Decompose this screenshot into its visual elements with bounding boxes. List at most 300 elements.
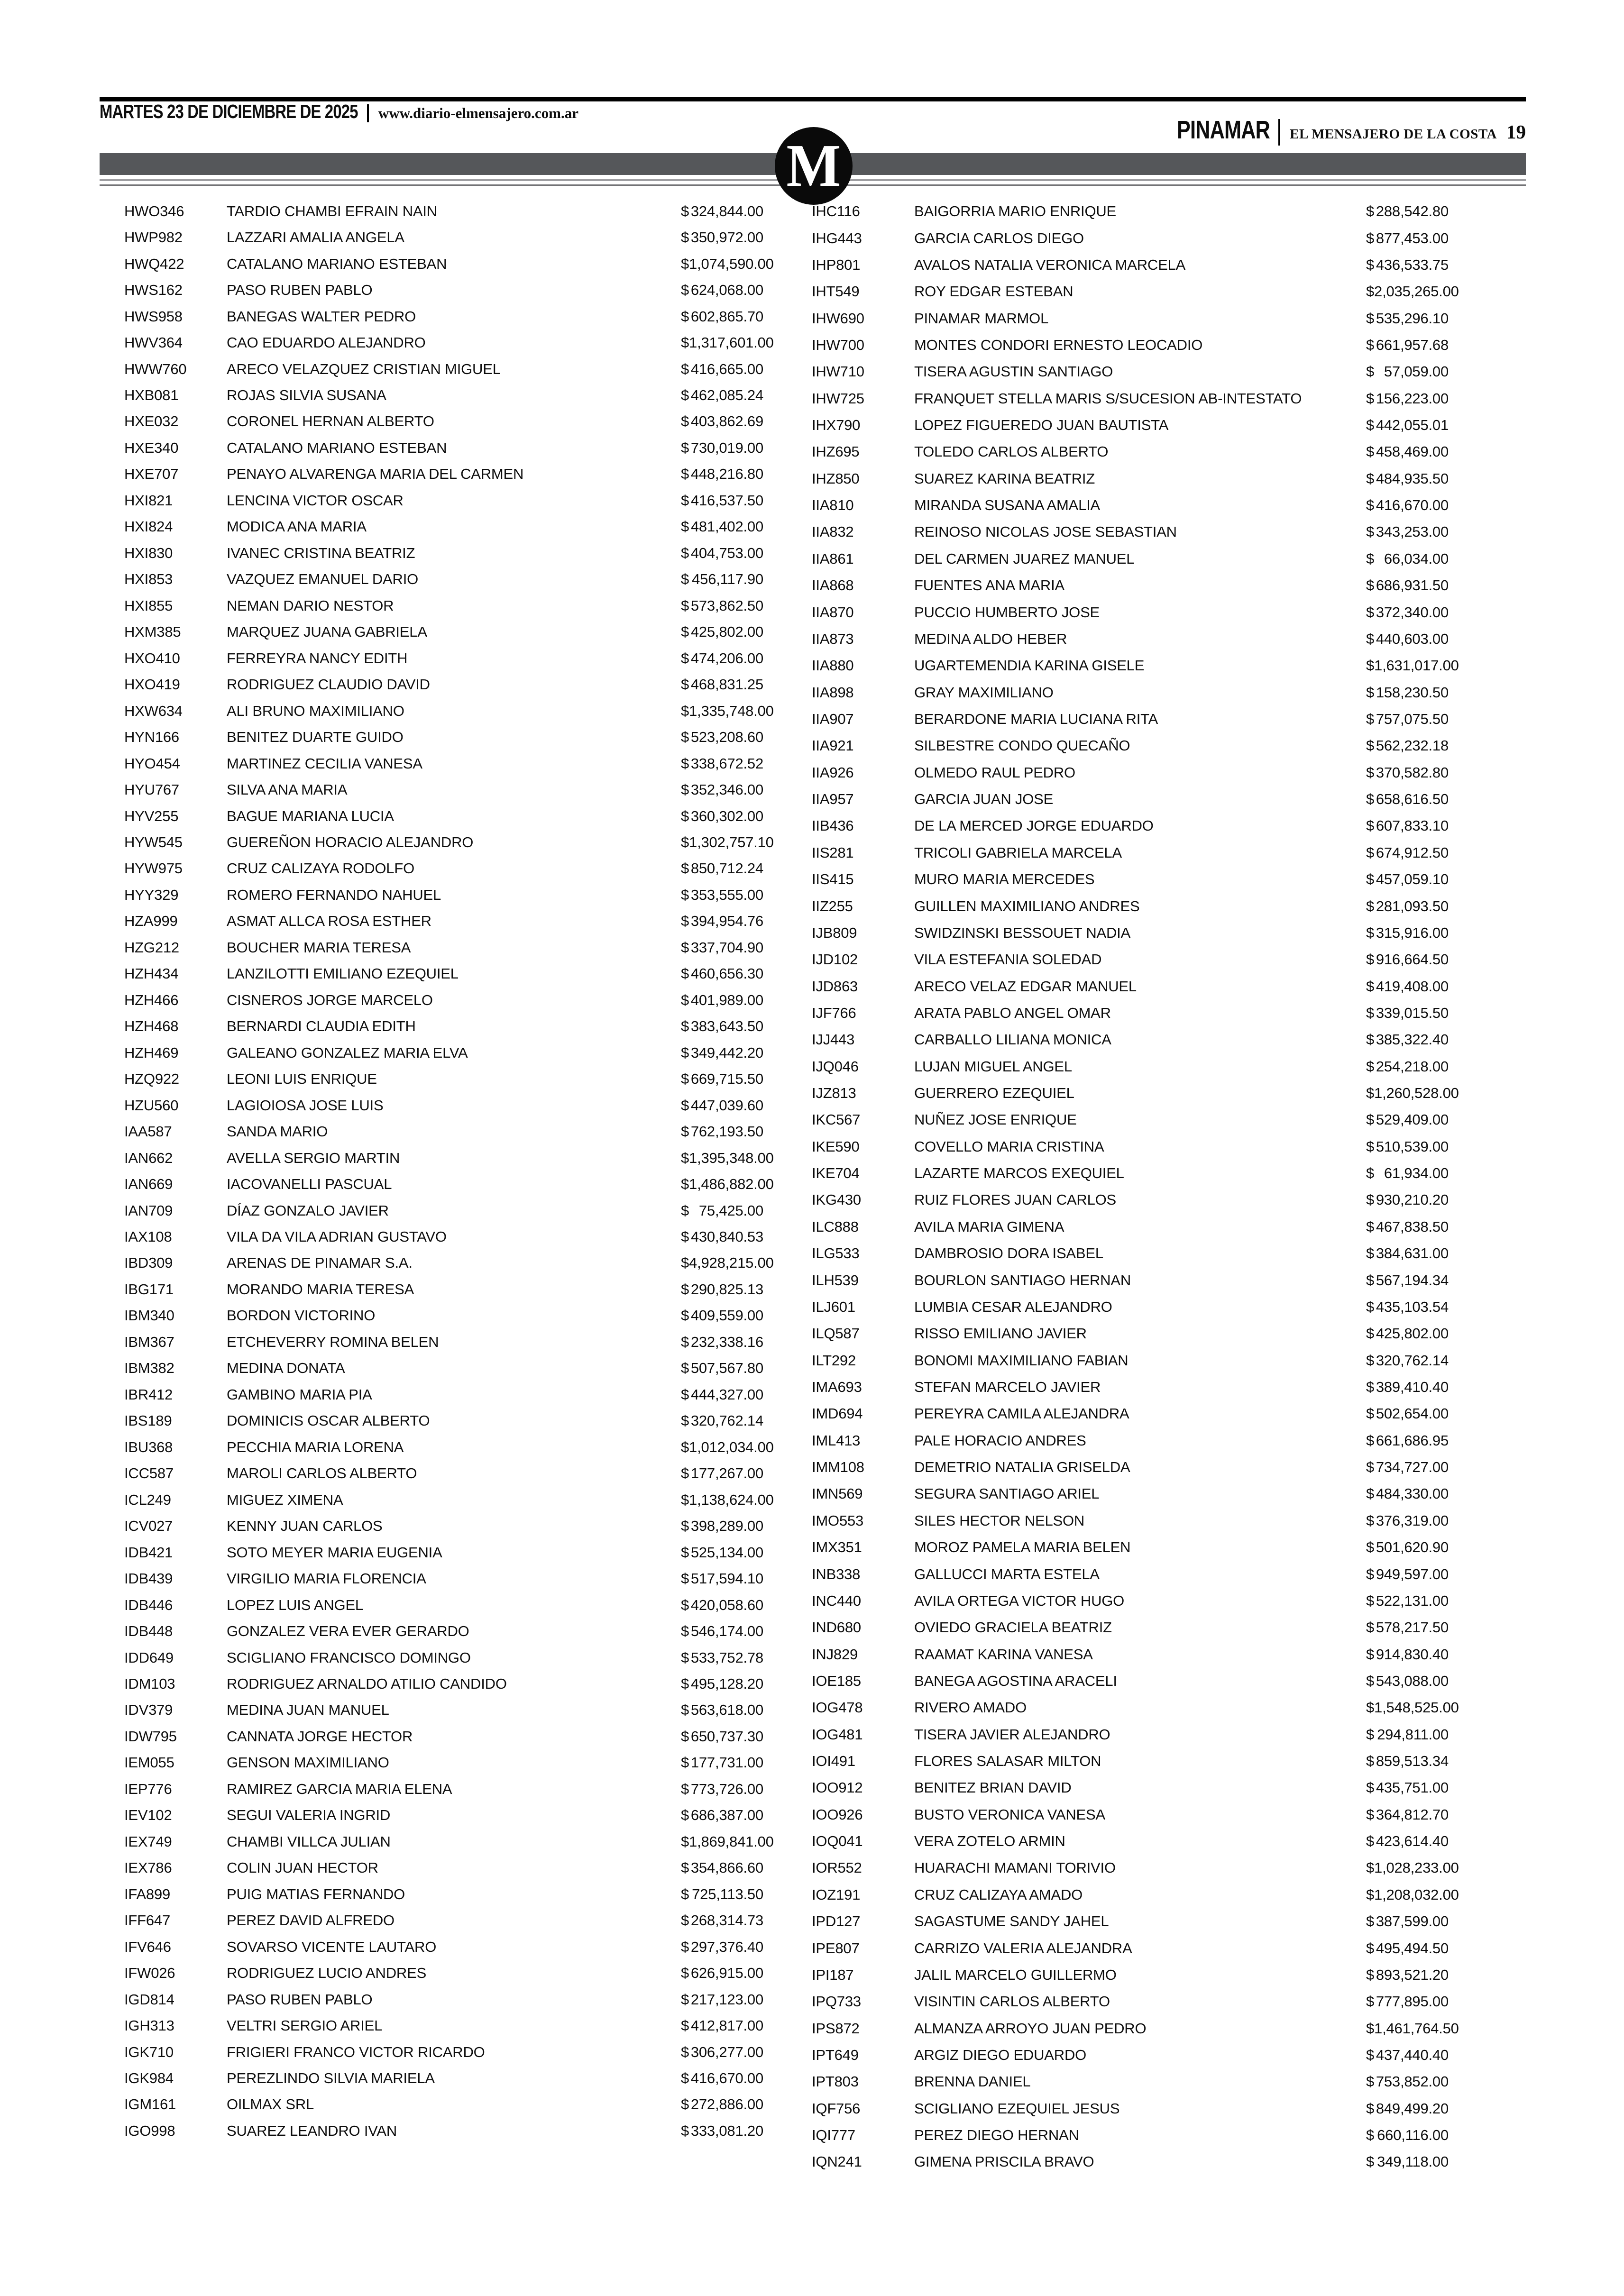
- amount-value: 430,840.53: [690, 1228, 763, 1245]
- currency-symbol: $: [681, 1254, 689, 1271]
- currency-symbol: $: [1366, 497, 1375, 514]
- row-code: HWW760: [124, 360, 187, 377]
- row-amount: [681, 466, 763, 483]
- currency-symbol: $: [1366, 2100, 1375, 2117]
- row-code: HXO419: [124, 676, 180, 693]
- row-name: PUIG MATIAS FERNANDO: [227, 1885, 405, 1903]
- amount-value: 457,059.10: [1376, 871, 1449, 888]
- table-row: [812, 1802, 1449, 1828]
- row-amount: [1366, 604, 1449, 621]
- table-row: [812, 1721, 1449, 1747]
- row-amount: [681, 1254, 774, 1271]
- table-row: [812, 198, 1449, 225]
- row-name: VILA ESTEFANIA SOLEDAD: [914, 951, 1102, 968]
- row-code: HXI824: [124, 518, 173, 535]
- row-name: VELTRI SERGIO ARIEL: [227, 2017, 383, 2034]
- amount-value: 447,039.60: [690, 1097, 763, 1114]
- row-code: IGD814: [124, 1991, 174, 2008]
- row-name: CISNEROS JORGE MARCELO: [227, 991, 433, 1008]
- row-amount: [1366, 1886, 1459, 1903]
- amount-value: 315,916.00: [1376, 924, 1449, 941]
- table-row: [812, 1454, 1449, 1481]
- table-row: [812, 626, 1449, 652]
- row-code: IHW710: [812, 363, 864, 380]
- row-name: BUSTO VERONICA VANESA: [914, 1806, 1105, 1823]
- currency-symbol: $: [1366, 1352, 1375, 1369]
- row-name: BANEGAS WALTER PEDRO: [227, 308, 416, 325]
- row-name: KENNY JUAN CARLOS: [227, 1518, 383, 1535]
- table-row: [124, 1250, 774, 1276]
- row-code: IHW700: [812, 336, 864, 353]
- currency-symbol: $: [1366, 310, 1375, 327]
- currency-symbol: $: [1366, 390, 1375, 407]
- amount-value: 66,034.00: [1384, 550, 1449, 567]
- currency-symbol: $: [1366, 1565, 1375, 1583]
- table-row: [812, 1775, 1449, 1801]
- row-name: VISINTIN CARLOS ALBERTO: [914, 1993, 1110, 2010]
- row-name: PECCHIA MARIA LORENA: [227, 1438, 404, 1455]
- amount-value: 567,194.34: [1376, 1271, 1449, 1289]
- row-name: GALLUCCI MARTA ESTELA: [914, 1565, 1100, 1583]
- row-name: CARRIZO VALERIA ALEJANDRA: [914, 1939, 1132, 1957]
- row-name: DOMINICIS OSCAR ALBERTO: [227, 1412, 430, 1429]
- row-name: LAGIOIOSA JOSE LUIS: [227, 1097, 384, 1114]
- table-row: [124, 1776, 763, 1802]
- table-row: [124, 1934, 763, 1960]
- row-amount: [1366, 1592, 1449, 1610]
- row-code: HXI821: [124, 492, 173, 509]
- amount-value: 416,670.00: [1376, 497, 1449, 514]
- row-name: PEREZ DAVID ALFREDO: [227, 1912, 395, 1929]
- currency-symbol: $: [681, 387, 689, 404]
- row-name: CARBALLO LILIANA MONICA: [914, 1031, 1111, 1048]
- debtor-list-column-left: [124, 198, 774, 2144]
- row-code: IEV102: [124, 1807, 172, 1824]
- currency-symbol: $: [681, 1833, 689, 1850]
- currency-symbol: $: [681, 1991, 689, 2008]
- currency-symbol: $: [681, 991, 689, 1008]
- row-amount: [681, 1939, 763, 1956]
- row-code: IIA898: [812, 684, 854, 701]
- table-row: [812, 439, 1449, 465]
- row-name: AVILA MARIA GIMENA: [914, 1218, 1064, 1235]
- row-name: AVILA ORTEGA VICTOR HUGO: [914, 1592, 1125, 1609]
- currency-symbol: $: [681, 1202, 689, 1219]
- amount-value: 376,319.00: [1376, 1512, 1449, 1529]
- row-amount: [1366, 1005, 1449, 1022]
- row-code: HXE707: [124, 466, 179, 483]
- amount-value: 435,751.00: [1376, 1779, 1449, 1796]
- table-row: [124, 1198, 763, 1224]
- row-amount: [1366, 1379, 1449, 1396]
- row-code: IJF766: [812, 1004, 856, 1021]
- row-name: DEMETRIO NATALIA GRISELDA: [914, 1459, 1130, 1476]
- amount-value: 442,055.01: [1376, 417, 1449, 434]
- amount-value: 349,118.00: [1377, 2153, 1449, 2170]
- table-row: [124, 2012, 763, 2039]
- row-amount: [1366, 2127, 1449, 2144]
- amount-value: 517,594.10: [690, 1570, 763, 1587]
- date-text: MARTES 23 DE DICIEMBRE DE 2025: [100, 101, 358, 122]
- amount-value: 320,762.14: [690, 1412, 763, 1429]
- currency-symbol: $: [681, 1596, 689, 1613]
- currency-symbol: $: [681, 1044, 689, 1061]
- currency-symbol: $: [681, 202, 689, 220]
- table-row: [812, 1828, 1449, 1855]
- currency-symbol: $: [681, 544, 689, 561]
- table-row: [124, 487, 763, 513]
- row-amount: [1366, 1325, 1449, 1342]
- row-code: ICC587: [124, 1465, 174, 1482]
- row-code: IJD863: [812, 978, 858, 995]
- row-amount: [681, 650, 763, 667]
- row-amount: [681, 755, 763, 772]
- row-amount: [681, 2096, 763, 2113]
- amount-value: 232,338.16: [690, 1333, 763, 1350]
- row-code: IML413: [812, 1432, 861, 1449]
- row-amount: [681, 1281, 763, 1298]
- amount-value: 658,616.50: [1376, 791, 1449, 808]
- row-name: LAZZARI AMALIA ANGELA: [227, 229, 404, 246]
- row-code: IGO998: [124, 2122, 175, 2139]
- row-code: IIA926: [812, 764, 854, 781]
- amount-value: 533,752.78: [690, 1649, 763, 1666]
- row-amount: [1366, 844, 1449, 861]
- row-name: CATALANO MARIANO ESTEBAN: [227, 439, 447, 456]
- currency-symbol: $: [1366, 1512, 1375, 1529]
- currency-symbol: $: [1366, 470, 1375, 487]
- row-amount: [1366, 1191, 1449, 1208]
- row-name: SEGURA SANTIAGO ARIEL: [914, 1485, 1100, 1502]
- row-code: IKE704: [812, 1165, 860, 1182]
- row-name: BORDON VICTORINO: [227, 1307, 376, 1324]
- amount-value: 607,833.10: [1376, 817, 1449, 834]
- currency-symbol: $: [681, 2122, 689, 2139]
- row-name: SUAREZ KARINA BEATRIZ: [914, 470, 1095, 487]
- currency-symbol: $: [681, 1623, 689, 1640]
- row-code: IDB446: [124, 1596, 173, 1613]
- amount-value: 1,548,525.00: [1374, 1699, 1459, 1716]
- currency-symbol: $: [681, 1754, 689, 1771]
- row-code: IBU368: [124, 1438, 173, 1455]
- currency-symbol: $: [1366, 229, 1375, 247]
- row-code: IND680: [812, 1619, 861, 1636]
- table-row: [124, 645, 763, 671]
- row-name: SAGASTUME SANDY JAHEL: [914, 1913, 1109, 1930]
- row-amount: [1366, 1512, 1449, 1529]
- amount-value: 686,387.00: [690, 1807, 763, 1824]
- row-amount: [681, 1438, 774, 1456]
- currency-symbol: $: [681, 649, 689, 667]
- table-row: [812, 2015, 1459, 2041]
- row-amount: [681, 229, 763, 246]
- row-name: VERA ZOTELO ARMIN: [914, 1833, 1065, 1850]
- row-name: GIMENA PRISCILA BRAVO: [914, 2153, 1094, 2170]
- row-name: ARATA PABLO ANGEL OMAR: [914, 1004, 1111, 1021]
- row-code: HYW975: [124, 860, 183, 877]
- row-amount: [681, 939, 763, 956]
- row-amount: [1366, 2100, 1449, 2117]
- row-amount: [1366, 577, 1449, 594]
- row-name: GARCIA CARLOS DIEGO: [914, 229, 1084, 247]
- currency-symbol: $: [1366, 2153, 1375, 2170]
- row-code: IHZ695: [812, 443, 860, 460]
- row-amount: [1366, 1111, 1449, 1128]
- amount-value: 297,376.40: [690, 1938, 763, 1955]
- row-name: MODICA ANA MARIA: [227, 518, 367, 535]
- row-amount: [1366, 1352, 1449, 1369]
- amount-value: 686,931.50: [1376, 577, 1449, 594]
- row-code: IBS189: [124, 1412, 172, 1429]
- row-amount: [1366, 684, 1449, 701]
- currency-symbol: $: [681, 729, 689, 746]
- row-amount: [1366, 283, 1459, 300]
- row-amount: [1366, 1779, 1449, 1796]
- currency-symbol: $: [1366, 1138, 1375, 1155]
- table-row: [812, 732, 1449, 759]
- amount-value: 930,210.20: [1376, 1191, 1449, 1208]
- currency-symbol: $: [681, 1965, 689, 1982]
- row-amount: [1366, 1138, 1449, 1155]
- amount-value: 546,174.00: [690, 1623, 763, 1640]
- row-amount: [681, 781, 763, 798]
- amount-value: 419,408.00: [1376, 978, 1449, 995]
- currency-symbol: $: [681, 1859, 689, 1876]
- table-row: [124, 1487, 774, 1513]
- row-name: MEDINA DONATA: [227, 1360, 345, 1377]
- currency-symbol: $: [681, 1912, 689, 1929]
- row-amount: [681, 1544, 763, 1561]
- row-name: MARTINEZ CECILIA VANESA: [227, 755, 422, 772]
- table-row: [124, 1539, 763, 1565]
- row-amount: [1366, 256, 1449, 274]
- row-name: ARGIZ DIEGO EDUARDO: [914, 2046, 1087, 2063]
- row-amount: [681, 518, 763, 535]
- row-name: MIRANDA SUSANA AMALIA: [914, 497, 1101, 514]
- row-amount: [681, 1886, 763, 1903]
- row-amount: [681, 1991, 763, 2008]
- amount-value: 416,665.00: [690, 360, 763, 377]
- currency-symbol: $: [1366, 1325, 1375, 1342]
- table-row: [124, 435, 763, 461]
- currency-symbol: $: [1366, 1485, 1375, 1502]
- row-amount: [681, 1334, 763, 1351]
- row-name: MIGUEZ XIMENA: [227, 1491, 343, 1508]
- table-row: [124, 777, 763, 803]
- row-name: UGARTEMENDIA KARINA GISELE: [914, 657, 1145, 674]
- row-code: ICV027: [124, 1518, 173, 1535]
- currency-symbol: $: [1366, 1165, 1375, 1182]
- table-row: [124, 1355, 763, 1381]
- amount-value: 440,603.00: [1376, 630, 1449, 647]
- row-amount: [681, 702, 774, 720]
- row-code: IAN709: [124, 1202, 173, 1219]
- table-row: [124, 1381, 763, 1408]
- table-row: [812, 1614, 1449, 1641]
- table-row: [124, 1960, 763, 1986]
- row-name: PEREYRA CAMILA ALEJANDRA: [914, 1405, 1129, 1422]
- row-amount: [1366, 1646, 1449, 1663]
- row-name: CRUZ CALIZAYA AMADO: [914, 1886, 1083, 1903]
- amount-value: 462,085.24: [690, 387, 763, 404]
- row-code: IAX108: [124, 1228, 172, 1245]
- table-row: [124, 908, 763, 934]
- row-name: LEONI LUIS ENRIQUE: [227, 1070, 377, 1088]
- amount-value: 916,664.50: [1376, 951, 1449, 968]
- table-row: [812, 1561, 1449, 1587]
- table-row: [124, 803, 763, 829]
- amount-value: 372,340.00: [1376, 604, 1449, 621]
- website-text: www.diario-elmensajero.com.ar: [378, 105, 578, 121]
- row-code: IEP776: [124, 1780, 172, 1797]
- table-row: [124, 1040, 763, 1066]
- table-row: [124, 1986, 763, 2012]
- row-name: GRAY MAXIMILIANO: [914, 684, 1054, 701]
- amount-value: 484,935.50: [1376, 470, 1449, 487]
- row-code: IDM103: [124, 1675, 175, 1692]
- currency-symbol: $: [681, 413, 689, 430]
- currency-symbol: $: [681, 1518, 689, 1535]
- row-code: INJ829: [812, 1646, 858, 1663]
- amount-value: 436,533.75: [1376, 256, 1449, 273]
- row-code: HWQ422: [124, 255, 184, 272]
- table-row: [124, 1829, 774, 1855]
- amount-value: 272,886.00: [690, 2096, 763, 2113]
- row-amount: [1366, 871, 1449, 888]
- currency-symbol: $: [1366, 604, 1375, 621]
- row-code: IGH313: [124, 2017, 174, 2034]
- row-amount: [681, 1044, 763, 1061]
- table-row: [124, 1303, 763, 1329]
- row-amount: [1366, 1940, 1449, 1957]
- table-row: [124, 329, 774, 356]
- row-amount: [681, 334, 774, 351]
- table-row: [812, 1962, 1449, 1988]
- row-code: IAN669: [124, 1176, 173, 1193]
- table-row: [812, 1294, 1449, 1320]
- currency-symbol: $: [681, 466, 689, 483]
- row-amount: [681, 1386, 763, 1403]
- row-name: MONTES CONDORI ERNESTO LEOCADIO: [914, 336, 1203, 353]
- row-amount: [681, 439, 763, 457]
- amount-value: 661,957.68: [1376, 336, 1449, 353]
- row-code: HYW545: [124, 833, 183, 851]
- row-code: IBR412: [124, 1386, 173, 1403]
- currency-symbol: $: [1366, 1245, 1375, 1262]
- table-row: [812, 492, 1449, 519]
- amount-value: 320,762.14: [1376, 1352, 1449, 1369]
- row-amount: [1366, 978, 1449, 995]
- amount-value: 354,866.60: [690, 1859, 763, 1876]
- row-code: HYU767: [124, 781, 179, 798]
- table-row: [124, 1171, 774, 1197]
- row-name: ARECO VELAZ EDGAR MANUEL: [914, 978, 1137, 995]
- currency-symbol: $: [681, 1333, 689, 1350]
- debtor-list-column-right: [812, 198, 1459, 2176]
- row-name: GALEANO GONZALEZ MARIA ELVA: [227, 1044, 468, 1061]
- row-amount: [1366, 417, 1449, 434]
- table-row: [812, 1588, 1449, 1614]
- row-name: JALIL MARCELO GUILLERMO: [914, 1966, 1117, 1983]
- row-name: LUMBIA CESAR ALEJANDRO: [914, 1298, 1112, 1315]
- table-row: [124, 1276, 763, 1302]
- row-name: AVALOS NATALIA VERONICA MARCELA: [914, 256, 1186, 273]
- row-name: TOLEDO CARLOS ALBERTO: [914, 443, 1109, 460]
- currency-symbol: $: [1366, 1111, 1375, 1128]
- table-row: [124, 1014, 763, 1040]
- row-amount: [1366, 443, 1449, 460]
- amount-value: 158,230.50: [1376, 684, 1449, 701]
- currency-symbol: $: [681, 492, 689, 509]
- currency-symbol: $: [1366, 443, 1375, 460]
- row-code: IPT649: [812, 2046, 859, 2063]
- amount-value: 523,208.60: [690, 729, 763, 746]
- table-row: [124, 1723, 763, 1749]
- table-row: [124, 1145, 774, 1171]
- amount-value: 394,954.76: [690, 913, 763, 930]
- currency-symbol: $: [1366, 1085, 1375, 1102]
- row-amount: [681, 545, 763, 562]
- amount-value: 1,302,757.10: [689, 833, 774, 851]
- table-row: [812, 1187, 1449, 1213]
- currency-symbol: $: [681, 1491, 689, 1508]
- amount-value: 467,838.50: [1376, 1218, 1449, 1235]
- amount-value: 57,059.00: [1384, 363, 1449, 380]
- row-code: IIA810: [812, 497, 854, 514]
- table-row: [124, 1118, 763, 1144]
- row-name: SEGUI VALERIA INGRID: [227, 1807, 391, 1824]
- currency-symbol: $: [681, 255, 689, 272]
- row-amount: [681, 1097, 763, 1114]
- row-amount: [1366, 523, 1449, 540]
- currency-symbol: $: [681, 1149, 689, 1166]
- row-name: RAMIREZ GARCIA MARIA ELENA: [227, 1780, 452, 1797]
- row-name: CORONEL HERNAN ALBERTO: [227, 413, 434, 430]
- amount-value: 353,555.00: [690, 886, 763, 903]
- row-code: IPT803: [812, 2073, 859, 2090]
- row-name: TARDIO CHAMBI EFRAIN NAIN: [227, 202, 437, 220]
- currency-symbol: $: [1366, 791, 1375, 808]
- row-name: LAZARTE MARCOS EXEQUIEL: [914, 1165, 1124, 1182]
- row-code: HZH468: [124, 1018, 179, 1035]
- amount-value: 416,537.50: [690, 492, 763, 509]
- row-name: BANEGA AGOSTINA ARACELI: [914, 1672, 1117, 1689]
- row-code: HZH469: [124, 1044, 179, 1061]
- row-name: RODRIGUEZ CLAUDIO DAVID: [227, 676, 430, 693]
- table-row: [124, 540, 763, 566]
- amount-value: 290,825.13: [690, 1281, 763, 1298]
- amount-value: 458,469.00: [1376, 443, 1449, 460]
- amount-value: 674,912.50: [1376, 844, 1449, 861]
- currency-symbol: $: [1366, 283, 1375, 300]
- row-amount: [1366, 1619, 1449, 1636]
- page-number: 19: [1506, 121, 1526, 143]
- row-name: GARCIA JUAN JOSE: [914, 791, 1054, 808]
- amount-value: 177,267.00: [690, 1465, 763, 1482]
- amount-value: 1,631,017.00: [1374, 657, 1459, 674]
- amount-value: 268,314.73: [690, 1912, 763, 1929]
- row-amount: [1366, 550, 1449, 567]
- row-name: BENITEZ BRIAN DAVID: [914, 1779, 1072, 1796]
- row-code: IJJ443: [812, 1031, 855, 1048]
- table-row: [812, 1668, 1449, 1694]
- row-code: IHZ850: [812, 470, 860, 487]
- currency-symbol: $: [1366, 1405, 1375, 1422]
- amount-value: 350,972.00: [690, 229, 763, 246]
- currency-symbol: $: [1366, 1753, 1375, 1770]
- table-row: [124, 277, 763, 303]
- amount-value: 360,302.00: [690, 807, 763, 824]
